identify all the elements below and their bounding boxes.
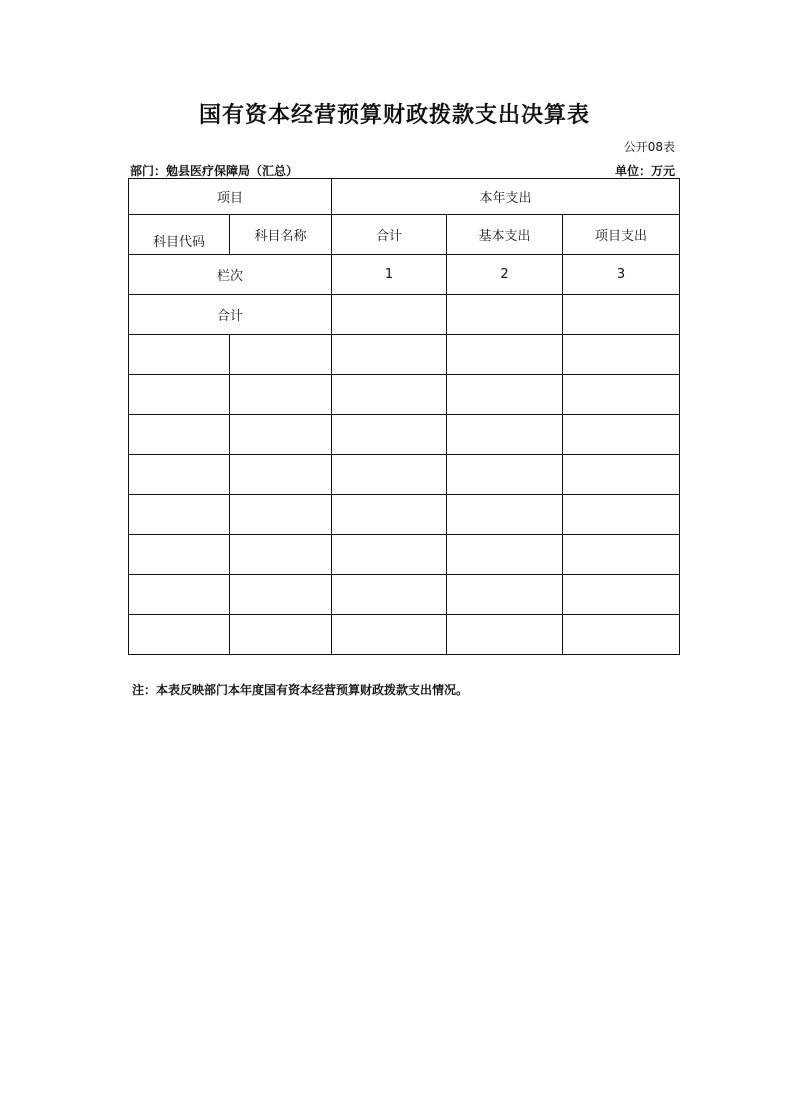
table-cell <box>129 375 230 415</box>
table-cell <box>563 455 680 495</box>
table-cell <box>332 615 447 655</box>
department-label: 部门：勉县医疗保障局（汇总） <box>130 164 299 178</box>
table-cell <box>563 335 680 375</box>
table-cell <box>447 455 563 495</box>
table-row <box>129 495 680 535</box>
table-cell <box>447 495 563 535</box>
footnote: 注：本表反映部门本年度国有资本经营预算财政拨款支出情况。 <box>132 683 469 697</box>
table-cell <box>332 535 447 575</box>
total-cell <box>563 295 680 335</box>
table-cell <box>332 455 447 495</box>
table-cell <box>447 615 563 655</box>
total-cell <box>332 295 447 335</box>
header-basic-expense: 基本支出 <box>447 215 563 255</box>
header-subject-code-label: 科目代码 <box>152 235 205 250</box>
table-cell <box>230 375 332 415</box>
table-cell <box>332 575 447 615</box>
table-cell <box>230 495 332 535</box>
header-item: 项目 <box>129 179 332 215</box>
index-1: 1 <box>332 255 447 295</box>
table-cell <box>230 615 332 655</box>
unit-label: 单位：万元 <box>614 164 675 178</box>
header-subject-code <box>129 215 230 255</box>
table-cell <box>230 335 332 375</box>
table-cell <box>332 415 447 455</box>
table-cell <box>563 535 680 575</box>
total-label: 合计 <box>129 295 332 335</box>
table-cell <box>129 495 230 535</box>
table-cell <box>230 455 332 495</box>
table-cell <box>447 335 563 375</box>
table-cell <box>230 575 332 615</box>
table-cell <box>230 415 332 455</box>
table-cell <box>129 615 230 655</box>
table-row <box>129 375 680 415</box>
table-header-row-1 <box>129 179 680 215</box>
table-cell <box>230 535 332 575</box>
table-total-row <box>129 295 680 335</box>
table-cell <box>447 375 563 415</box>
table-cell <box>447 535 563 575</box>
document-title: 国有资本经营预算财政拨款支出决算表 <box>198 103 590 128</box>
table-cell <box>447 415 563 455</box>
table-cell <box>563 415 680 455</box>
header-subject-name: 科目名称 <box>230 215 332 255</box>
header-total: 合计 <box>332 215 447 255</box>
table-cell <box>563 495 680 535</box>
table-cell <box>129 335 230 375</box>
table-row <box>129 615 680 655</box>
total-cell <box>447 295 563 335</box>
table-cell <box>563 575 680 615</box>
table-cell <box>563 375 680 415</box>
header-current-year-expense: 本年支出 <box>332 179 680 215</box>
table-row <box>129 455 680 495</box>
table-row <box>129 415 680 455</box>
table-row <box>129 535 680 575</box>
table-cell <box>129 535 230 575</box>
index-2: 2 <box>447 255 563 295</box>
table-index-row <box>129 255 680 295</box>
table-header-row-2 <box>129 215 680 255</box>
table-cell <box>129 455 230 495</box>
header-project-expense: 项目支出 <box>563 215 680 255</box>
table-cell <box>563 615 680 655</box>
budget-table <box>128 178 680 655</box>
table-cell <box>332 375 447 415</box>
index-label: 栏次 <box>129 255 332 295</box>
table-cell <box>129 575 230 615</box>
form-code: 公开08表 <box>623 140 675 154</box>
table-cell <box>332 335 447 375</box>
index-3: 3 <box>563 255 680 295</box>
table-cell <box>447 575 563 615</box>
table-cell <box>332 495 447 535</box>
table-row <box>129 575 680 615</box>
table-row <box>129 335 680 375</box>
table-cell <box>129 415 230 455</box>
